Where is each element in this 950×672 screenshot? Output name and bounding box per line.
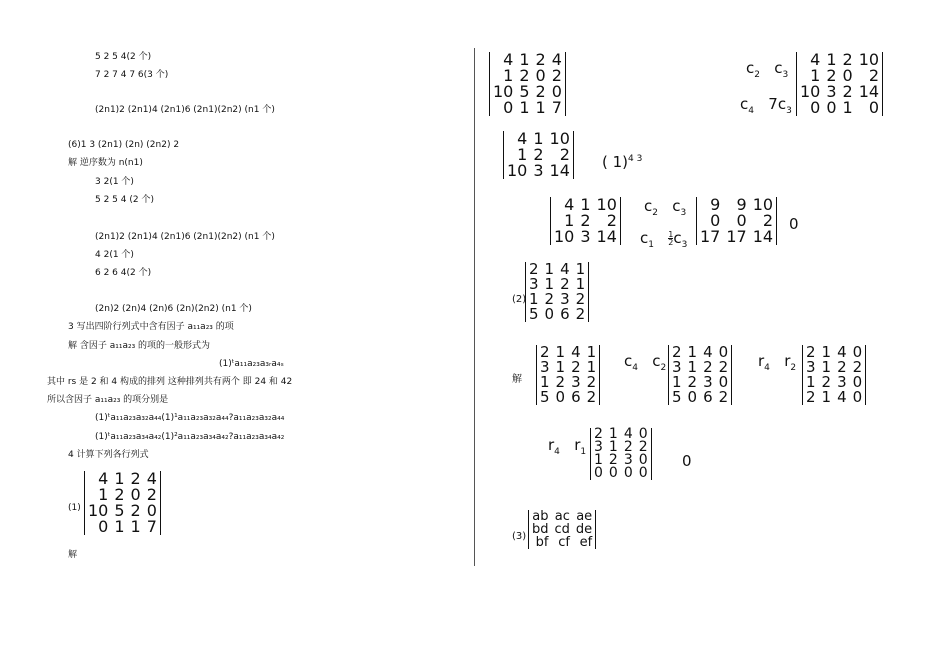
matrix-entry: 3 [580, 227, 591, 246]
matrix-entry: 1 [555, 358, 566, 376]
matrix-entry: 1 [842, 98, 853, 117]
matrix-entry: 2 [544, 290, 555, 308]
matrix-entry: 2 [868, 66, 880, 85]
matrix-entry: 5 [114, 501, 125, 520]
matrix-entry: 3 [540, 358, 550, 376]
matrix-entry: 0 [98, 517, 109, 536]
matrix-entry: 4 [551, 50, 562, 69]
matrix-entry: 2 [608, 452, 618, 468]
matrix-entry: 3 [672, 358, 682, 376]
matrix-entry: 2 [529, 260, 539, 278]
matrix-entry: 2 [535, 50, 546, 69]
matrix-row [797, 100, 882, 116]
matrix-entry: 0 [826, 98, 837, 117]
matrix-entry: 0 [608, 465, 618, 481]
matrix-entry: 0 [736, 211, 747, 230]
determinant-matrix [526, 262, 588, 322]
matrix-entry: 1 [672, 373, 682, 391]
determinant-matrix [490, 52, 565, 116]
matrix-row [85, 519, 160, 535]
matrix-entry: 2 [575, 305, 586, 323]
matrix-entry: 1 [540, 373, 550, 391]
matrix-entry: 2 [555, 373, 566, 391]
text-line: 解 逆序数为 n(n1) [68, 158, 143, 168]
matrix-entry: 10 [88, 501, 109, 520]
text-line: 3 写出四阶行列式中含有因子 a₁₁a₂₃ 的项 [68, 322, 234, 332]
matrix-entry: 2 [842, 50, 853, 69]
solution-label: 解 [512, 374, 522, 385]
text-line: 解 含因子 a₁₁a₂₃ 的项的一般形式为 [68, 341, 211, 351]
matrix-entry: 3 [623, 452, 633, 468]
matrix-entry: 2 [560, 275, 570, 293]
matrix-entry: cf [558, 535, 570, 550]
matrix-entry: ae [576, 509, 593, 524]
matrix-entry: 10 [507, 161, 528, 180]
matrix-entry: 2 [130, 469, 141, 488]
column-operation: $c_4$ $c_2$ [624, 352, 667, 373]
text-line: 解 [68, 550, 78, 560]
matrix-entry: 1 [687, 358, 698, 376]
matrix-entry: 0 [623, 465, 633, 481]
matrix-row [803, 390, 865, 405]
text-line: 5 2 5 4(2 个) [95, 52, 152, 62]
determinant-matrix [591, 428, 651, 480]
text-line: (2n)2 (2n)4 (2n)6 (2n)(2n2) (n1 个) [95, 304, 252, 314]
matrix-entry: 4 [146, 469, 157, 488]
matrix-entry: 2 [519, 66, 530, 85]
text-line: 其中 rs 是 2 和 4 构成的排列 这种排列共有两个 即 24 和 42 [47, 377, 293, 387]
matrix-entry: 1 [821, 343, 832, 361]
matrix-entry: 2 [672, 343, 682, 361]
sign-factor: ( 1)$^{4 3}$ [602, 153, 643, 171]
matrix-entry: 0 [868, 98, 880, 117]
matrix-entry: 14 [596, 227, 617, 246]
matrix-row [697, 229, 776, 245]
matrix-entry: 2 [540, 343, 550, 361]
matrix-entry: 2 [551, 66, 562, 85]
matrix-entry: 2 [703, 358, 713, 376]
matrix-row [669, 390, 731, 405]
matrix-entry: 0 [146, 501, 157, 520]
determinant-matrix [803, 345, 865, 405]
matrix-entry: 2 [580, 211, 591, 230]
text-line: 所以含因子 a₁₁a₂₃ 的项分别是 [47, 395, 169, 405]
matrix-entry: 3 [594, 439, 603, 455]
matrix-entry: 2 [586, 388, 597, 406]
matrix-entry: 9 [736, 195, 747, 214]
matrix-entry: 0 [852, 343, 863, 361]
matrix-entry: 2 [821, 373, 832, 391]
result-zero: 0 [682, 452, 692, 470]
matrix-entry: 5 [519, 82, 530, 101]
text-line: 7 2 7 4 7 6(3 个) [95, 70, 169, 80]
matrix-entry: 3 [560, 290, 570, 308]
matrix-entry: 1 [580, 195, 591, 214]
matrix-entry: 3 [837, 373, 847, 391]
matrix-entry: 0 [687, 388, 698, 406]
matrix-entry: 1 [544, 275, 555, 293]
matrix-entry: 2 [606, 211, 617, 230]
matrix-entry: 2 [718, 358, 729, 376]
matrix-entry: 2 [806, 343, 816, 361]
determinant [503, 131, 574, 179]
row-operation: $r_4$ $r_2$ [758, 352, 797, 373]
determinant [528, 510, 596, 549]
matrix-entry: 1 [608, 439, 618, 455]
text-line: 6 2 6 4(2 个) [95, 268, 152, 278]
matrix-entry: 2 [762, 211, 774, 230]
column-operation: $c_1$ $\frac{1}{2}$ $c_3$ [640, 229, 688, 250]
determinant-matrix [529, 510, 595, 549]
matrix-entry: bd [532, 522, 549, 537]
matrix-entry: 5 [529, 305, 539, 323]
column-divider [474, 48, 475, 566]
matrix-entry: 2 [687, 373, 698, 391]
matrix-entry: 2 [594, 426, 603, 442]
matrix-entry: 17 [700, 227, 721, 246]
matrix-entry: 0 [594, 465, 603, 481]
matrix-entry: 14 [549, 161, 570, 180]
matrix-entry: 1 [529, 290, 539, 308]
matrix-entry: 5 [540, 388, 550, 406]
matrix-entry: 10 [549, 129, 570, 148]
matrix-entry: 2 [842, 82, 853, 101]
matrix-entry: 4 [703, 343, 713, 361]
text-line: (2n1)2 (2n1)4 (2n1)6 (2n1)(2n2) (n1 个) [95, 105, 275, 115]
determinant-matrix [537, 345, 599, 405]
matrix-entry: 1 [544, 260, 555, 278]
matrix-entry: de [575, 522, 593, 537]
matrix-entry: 6 [571, 388, 581, 406]
matrix-entry: 1 [519, 98, 530, 117]
matrix-entry: 1 [810, 66, 821, 85]
matrix-entry: 0 [555, 388, 566, 406]
matrix-entry: 1 [575, 260, 586, 278]
text-line: 4 计算下列各行列式 [68, 450, 149, 460]
matrix-entry: 1 [130, 517, 141, 536]
text-line: (1) [68, 503, 81, 513]
text-line: (6)1 3 (2n1) (2n) (2n2) 2 [68, 140, 180, 150]
matrix-entry: 14 [752, 227, 774, 246]
matrix-entry: 4 [98, 469, 109, 488]
matrix-entry: 1 [608, 426, 618, 442]
matrix-entry: 1 [114, 469, 125, 488]
matrix-entry: 1 [594, 452, 603, 468]
matrix-entry: 4 [503, 50, 514, 69]
determinant [84, 471, 161, 535]
text-line: (1)ᵗa₁₁a₂₃a₃ᵣa₄ₛ [219, 359, 284, 369]
matrix-entry: 14 [858, 82, 880, 101]
problem-label: (2) [512, 294, 527, 305]
matrix-entry: ac [554, 509, 570, 524]
determinant-matrix [85, 471, 160, 535]
column-operation: $c_2$ $c_3$ [746, 59, 789, 80]
problem-label: (3) [512, 531, 527, 542]
matrix-entry: cd [554, 522, 570, 537]
matrix-entry: 1 [533, 129, 544, 148]
matrix-entry: 2 [114, 485, 125, 504]
determinant-matrix [669, 345, 731, 405]
matrix-entry: 1 [586, 343, 597, 361]
matrix-entry: 3 [529, 275, 539, 293]
matrix-entry: 4 [517, 129, 528, 148]
matrix-row [551, 229, 620, 245]
determinant-matrix [504, 131, 573, 179]
matrix-entry: 2 [826, 66, 837, 85]
matrix-entry: 1 [564, 211, 575, 230]
matrix-entry: 1 [687, 343, 698, 361]
determinant-matrix [697, 197, 776, 245]
matrix-entry: 0 [551, 82, 562, 101]
text-line: (1)ᵗa₁₁a₂₃a₃₄a₄₂(1)²a₁₁a₂₃a₃₄a₄₂?a₁₁a₂₃a₃₄a₄₂ [95, 432, 285, 442]
matrix-entry: 2 [535, 82, 546, 101]
matrix-entry: 4 [564, 195, 575, 214]
matrix-entry: 0 [638, 465, 648, 481]
determinant [550, 197, 621, 245]
matrix-entry: 0 [810, 98, 821, 117]
text-line: 5 2 5 4 (2 个) [95, 195, 154, 205]
matrix-entry: 1 [98, 485, 109, 504]
determinant [590, 428, 652, 480]
text-line: (2n1)2 (2n1)4 (2n1)6 (2n1)(2n2) (n1 个) [95, 232, 275, 242]
matrix-entry: 0 [718, 373, 729, 391]
determinant [525, 262, 589, 322]
matrix-entry: ab [532, 509, 549, 524]
row-operation: $r_4$ $r_1$ [548, 436, 587, 457]
matrix-entry: 6 [560, 305, 570, 323]
matrix-entry: 4 [560, 260, 570, 278]
matrix-entry: 1 [806, 373, 816, 391]
matrix-entry: 10 [554, 227, 575, 246]
matrix-entry: 2 [638, 439, 648, 455]
matrix-entry: 4 [837, 343, 847, 361]
matrix-entry: 10 [752, 195, 774, 214]
matrix-entry: 2 [623, 439, 633, 455]
matrix-entry: 4 [623, 426, 633, 442]
matrix-row [504, 163, 573, 179]
matrix-entry: 7 [551, 98, 562, 117]
determinant [536, 345, 600, 405]
matrix-entry: 1 [586, 358, 597, 376]
determinant [489, 52, 566, 116]
matrix-entry: 1 [503, 66, 514, 85]
matrix-entry: 2 [146, 485, 157, 504]
matrix-entry: 10 [596, 195, 617, 214]
matrix-entry: 0 [842, 66, 853, 85]
matrix-entry: 3 [533, 161, 544, 180]
matrix-entry: 2 [130, 501, 141, 520]
matrix-entry: 10 [493, 82, 514, 101]
matrix-row [537, 390, 599, 405]
matrix-entry: 1 [114, 517, 125, 536]
matrix-entry: 1 [826, 50, 837, 69]
matrix-entry: 0 [130, 485, 141, 504]
matrix-entry: 0 [638, 426, 648, 442]
matrix-entry: 1 [821, 388, 832, 406]
matrix-entry: 9 [710, 195, 721, 214]
matrix-entry: 10 [800, 82, 821, 101]
matrix-entry: 1 [517, 145, 528, 164]
determinant-matrix [551, 197, 620, 245]
determinant [668, 345, 732, 405]
matrix-entry: 1 [519, 50, 530, 69]
matrix-entry: 2 [575, 290, 586, 308]
matrix-entry: 2 [533, 145, 544, 164]
determinant-matrix [797, 52, 882, 116]
matrix-entry: 1 [555, 343, 566, 361]
matrix-entry: 2 [586, 373, 597, 391]
fraction: $\frac{1}{2}$ [668, 230, 674, 247]
matrix-entry: 0 [544, 305, 555, 323]
matrix-entry: 0 [852, 373, 863, 391]
matrix-entry: 17 [726, 227, 747, 246]
matrix-entry: 4 [837, 388, 847, 406]
matrix-entry: 2 [718, 388, 729, 406]
determinant [802, 345, 866, 405]
matrix-entry: 5 [672, 388, 682, 406]
column-operation: $c_2$ $c_3$ [644, 197, 687, 218]
matrix-entry: 0 [718, 343, 729, 361]
matrix-entry: 2 [837, 358, 847, 376]
text-line: (1)ᵗa₁₁a₂₃a₃₂a₄₄(1)¹a₁₁a₂₃a₃₂a₄₄?a₁₁a₂₃a₃₂a₄₄ [95, 413, 285, 423]
matrix-entry: 0 [710, 211, 721, 230]
matrix-entry: 1 [535, 98, 546, 117]
matrix-entry: 2 [852, 358, 863, 376]
matrix-entry: 6 [703, 388, 713, 406]
text-line: 3 2(1 个) [95, 177, 134, 187]
column-operation: $c_4$ $7c_3$ [740, 95, 792, 116]
matrix-row [526, 307, 588, 322]
matrix-entry: 1 [575, 275, 586, 293]
matrix-entry: 0 [852, 388, 863, 406]
matrix-entry: 2 [559, 145, 570, 164]
matrix-entry: 7 [146, 517, 157, 536]
result-zero: 0 [789, 215, 799, 233]
matrix-entry: 10 [858, 50, 880, 69]
matrix-entry: 3 [703, 373, 713, 391]
matrix-row [529, 536, 595, 549]
matrix-entry: bf [535, 535, 549, 550]
matrix-entry: ef [579, 535, 593, 550]
matrix-entry: 2 [806, 388, 816, 406]
matrix-row [591, 467, 651, 480]
matrix-entry: 3 [826, 82, 837, 101]
matrix-entry: 0 [535, 66, 546, 85]
matrix-entry: 0 [503, 98, 514, 117]
matrix-entry: 1 [821, 358, 832, 376]
matrix-entry: 3 [571, 373, 581, 391]
matrix-entry: 3 [806, 358, 816, 376]
matrix-entry: 0 [638, 452, 648, 468]
text-line: 4 2(1 个) [95, 250, 134, 260]
matrix-entry: 4 [571, 343, 581, 361]
matrix-entry: 4 [810, 50, 821, 69]
determinant [796, 52, 883, 116]
determinant [696, 197, 777, 245]
matrix-row [490, 100, 565, 116]
matrix-entry: 2 [571, 358, 581, 376]
